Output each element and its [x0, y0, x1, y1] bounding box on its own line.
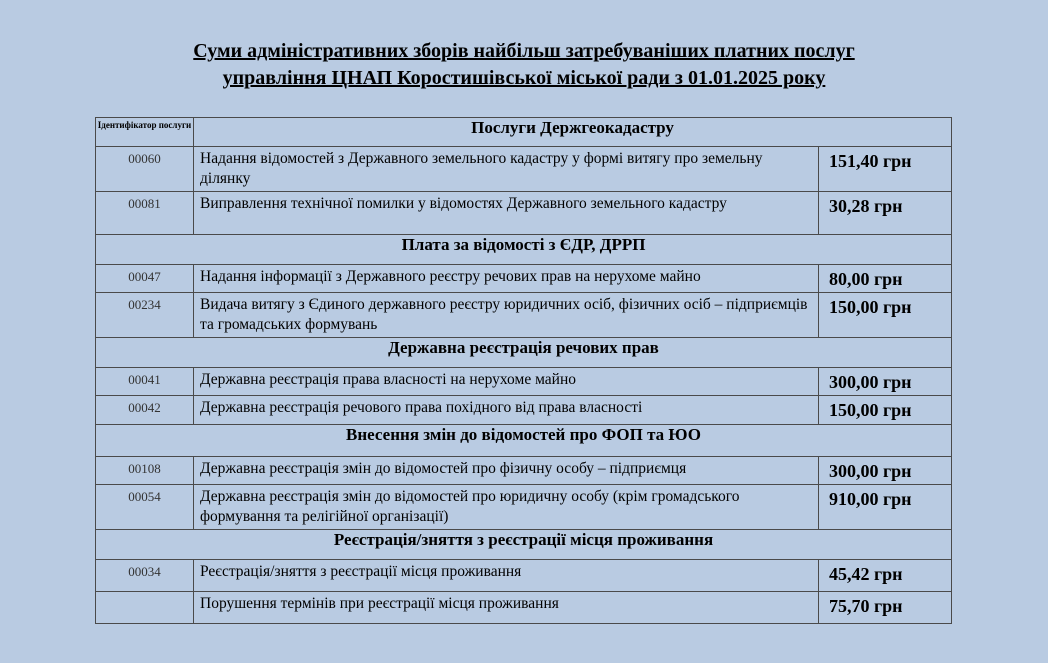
service-price: 45,42 грн [819, 560, 952, 592]
table-section-header [96, 235, 952, 265]
service-id [96, 592, 194, 624]
section-title: Послуги Держгеокадастру [194, 118, 952, 147]
title-line-2: управління ЦНАП Коростишівської міської ради з 01.01.2025 року [222, 67, 826, 89]
table-row [96, 592, 952, 624]
section-title: Внесення змін до відомостей про ФОП та ЮО [96, 425, 952, 457]
service-id: 00042 [96, 396, 194, 425]
service-id: 00060 [96, 147, 194, 192]
fees-table [95, 117, 952, 624]
service-name: Видача витягу з Єдиного державного реєстру юридичних осіб, фізичних осіб – підприємців та громадських формувань [194, 293, 819, 338]
service-id: 00041 [96, 368, 194, 396]
table-row [96, 265, 952, 293]
service-price: 80,00 грн [819, 265, 952, 293]
service-name: Державна реєстрація речового права похідного від права власності [194, 396, 819, 425]
service-name: Надання відомостей з Державного земельного кадастру у формі витягу про земельну ділянку [194, 147, 819, 192]
service-price: 150,00 грн [819, 396, 952, 425]
service-price: 300,00 грн [819, 368, 952, 396]
table-section-header [96, 425, 952, 457]
document-title [0, 38, 1048, 92]
service-name: Надання інформації з Державного реєстру речових прав на нерухоме майно [194, 265, 819, 293]
service-name: Державна реєстрація права власності на нерухоме майно [194, 368, 819, 396]
service-name: Реєстрація/зняття з реєстрації місця проживання [194, 560, 819, 592]
table-row [96, 396, 952, 425]
table-row [96, 368, 952, 396]
table-section-header [96, 118, 952, 147]
service-price: 30,28 грн [819, 192, 952, 235]
table-row [96, 147, 952, 192]
service-id: 00047 [96, 265, 194, 293]
service-name: Виправлення технічної помилки у відомостях Державного земельного кадастру [194, 192, 819, 235]
table-row [96, 485, 952, 530]
service-price: 300,00 грн [819, 457, 952, 485]
service-id: 00108 [96, 457, 194, 485]
id-column-header: Ідентифікатор послуги [96, 118, 194, 147]
service-id: 00034 [96, 560, 194, 592]
service-price: 910,00 грн [819, 485, 952, 530]
table-row [96, 457, 952, 485]
table-section-header [96, 338, 952, 368]
service-name: Порушення термінів при реєстрації місця проживання [194, 592, 819, 624]
service-price: 151,40 грн [819, 147, 952, 192]
service-price: 150,00 грн [819, 293, 952, 338]
table-row [96, 560, 952, 592]
title-line-1: Суми адміністративних зборів найбільш затребуваніших платних послуг [193, 40, 855, 62]
table-row [96, 192, 952, 235]
service-name: Державна реєстрація змін до відомостей про юридичну особу (крім громадського формування та релігійної організації) [194, 485, 819, 530]
section-title: Державна реєстрація речових прав [96, 338, 952, 368]
service-price: 75,70 грн [819, 592, 952, 624]
section-title: Реєстрація/зняття з реєстрації місця проживання [96, 530, 952, 560]
table-row [96, 293, 952, 338]
table-section-header [96, 530, 952, 560]
service-name: Державна реєстрація змін до відомостей про фізичну особу – підприємця [194, 457, 819, 485]
service-id: 00081 [96, 192, 194, 235]
service-id: 00234 [96, 293, 194, 338]
section-title: Плата за відомості з ЄДР, ДРРП [96, 235, 952, 265]
service-id: 00054 [96, 485, 194, 530]
